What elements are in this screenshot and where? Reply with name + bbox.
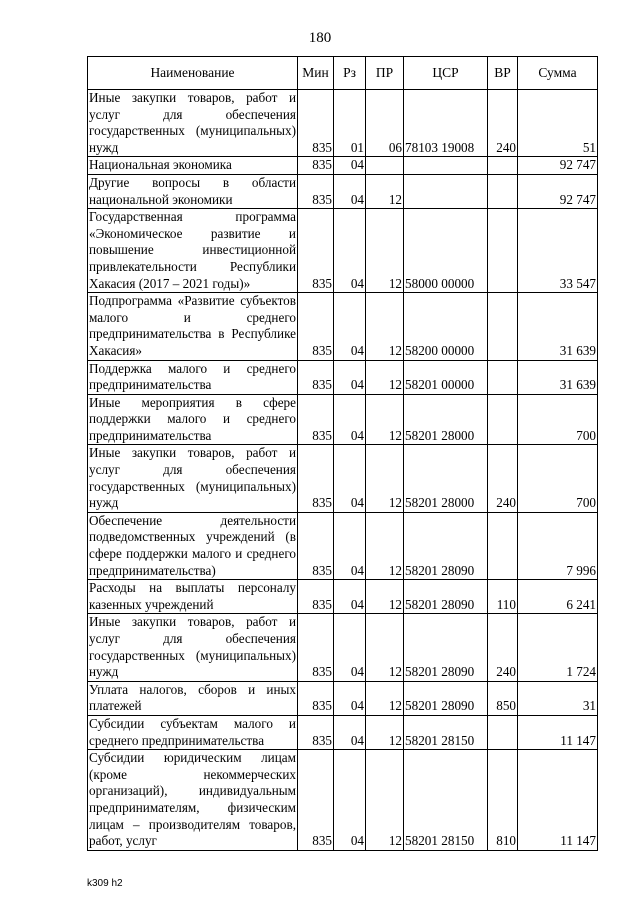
- row-name: Расходы на выплаты персоналу казенных учреждений: [88, 580, 298, 614]
- row-pr: [366, 157, 404, 175]
- row-sum: 31 639: [518, 293, 598, 360]
- row-name: Подпрограмма «Развитие субъектов малого и среднего предпринимательства в Республике Хакасия»: [88, 293, 298, 360]
- table-row: [88, 512, 598, 579]
- row-rz: 04: [334, 209, 366, 293]
- table-row: [88, 445, 598, 512]
- table-row: [88, 174, 598, 208]
- row-rz: 04: [334, 445, 366, 512]
- row-min: 835: [298, 360, 334, 394]
- row-sum: 1 724: [518, 614, 598, 681]
- row-min: 835: [298, 157, 334, 175]
- row-sum: 51: [518, 90, 598, 157]
- row-vr: 240: [488, 90, 518, 157]
- budget-table: [87, 56, 598, 851]
- table-header-row: [88, 57, 598, 90]
- row-sum: 31 639: [518, 360, 598, 394]
- table-row: [88, 614, 598, 681]
- row-name: Уплата налогов, сборов и иных платежей: [88, 681, 298, 715]
- row-pr: 12: [366, 209, 404, 293]
- row-rz: 04: [334, 681, 366, 715]
- row-vr: 240: [488, 614, 518, 681]
- row-csr: 58201 28150: [404, 750, 488, 851]
- table-row: [88, 394, 598, 445]
- row-vr: 110: [488, 580, 518, 614]
- table-row: [88, 360, 598, 394]
- row-sum: 92 747: [518, 174, 598, 208]
- row-vr: [488, 360, 518, 394]
- row-name: Субсидии юридическим лицам (кроме некоммерческих организаций), индивидуальным предпринимателям, физическим лицам – производителям товаров, работ, услуг: [88, 750, 298, 851]
- row-vr: 240: [488, 445, 518, 512]
- row-pr: 12: [366, 681, 404, 715]
- row-sum: 11 147: [518, 750, 598, 851]
- row-name: Иные мероприятия в сфере поддержки малого и среднего предпринимательства: [88, 394, 298, 445]
- row-name: Субсидии субъектам малого и среднего предпринимательства: [88, 715, 298, 749]
- row-min: 835: [298, 293, 334, 360]
- row-name: Иные закупки товаров, работ и услуг для обеспечения государственных (муниципальных) нужд: [88, 614, 298, 681]
- row-csr: 58201 28000: [404, 445, 488, 512]
- row-min: 835: [298, 750, 334, 851]
- row-csr: 58201 00000: [404, 360, 488, 394]
- row-sum: 700: [518, 394, 598, 445]
- row-pr: 12: [366, 445, 404, 512]
- page-number: 180: [308, 30, 332, 46]
- row-vr: 850: [488, 681, 518, 715]
- row-pr: 12: [366, 512, 404, 579]
- row-min: 835: [298, 209, 334, 293]
- row-pr: 12: [366, 394, 404, 445]
- row-min: 835: [298, 394, 334, 445]
- row-sum: 6 241: [518, 580, 598, 614]
- row-rz: 04: [334, 512, 366, 579]
- row-sum: 11 147: [518, 715, 598, 749]
- row-sum: 31: [518, 681, 598, 715]
- table-row: [88, 681, 598, 715]
- row-sum: 92 747: [518, 157, 598, 175]
- row-name: Национальная экономика: [88, 157, 298, 175]
- row-rz: 04: [334, 750, 366, 851]
- row-min: 835: [298, 445, 334, 512]
- row-vr: [488, 157, 518, 175]
- row-csr: 58201 28090: [404, 580, 488, 614]
- row-vr: 810: [488, 750, 518, 851]
- row-rz: 04: [334, 174, 366, 208]
- row-pr: 12: [366, 614, 404, 681]
- row-vr: [488, 209, 518, 293]
- row-sum: 700: [518, 445, 598, 512]
- table-body: [88, 90, 598, 851]
- row-pr: 12: [366, 580, 404, 614]
- row-rz: 01: [334, 90, 366, 157]
- row-vr: [488, 394, 518, 445]
- footer-code: k309 h2: [87, 878, 123, 889]
- row-vr: [488, 293, 518, 360]
- table-row: [88, 580, 598, 614]
- row-name: Иные закупки товаров, работ и услуг для обеспечения государственных (муниципальных) нужд: [88, 90, 298, 157]
- row-rz: 04: [334, 715, 366, 749]
- row-min: 835: [298, 614, 334, 681]
- header-rz: Рз: [334, 57, 366, 90]
- table-row: [88, 715, 598, 749]
- row-vr: [488, 512, 518, 579]
- row-csr: 58201 28090: [404, 614, 488, 681]
- row-min: 835: [298, 580, 334, 614]
- table-row: [88, 293, 598, 360]
- row-min: 835: [298, 715, 334, 749]
- header-name: Наименование: [88, 57, 298, 90]
- row-csr: 58201 28090: [404, 512, 488, 579]
- row-vr: [488, 174, 518, 208]
- row-csr: [404, 174, 488, 208]
- row-min: 835: [298, 174, 334, 208]
- table-row: [88, 750, 598, 851]
- row-pr: 06: [366, 90, 404, 157]
- row-rz: 04: [334, 293, 366, 360]
- row-pr: 12: [366, 750, 404, 851]
- row-min: 835: [298, 681, 334, 715]
- row-pr: 12: [366, 174, 404, 208]
- row-csr: 58201 28000: [404, 394, 488, 445]
- row-min: 835: [298, 512, 334, 579]
- row-csr: 78103 19008: [404, 90, 488, 157]
- row-pr: 12: [366, 293, 404, 360]
- row-rz: 04: [334, 614, 366, 681]
- header-min: Мин: [298, 57, 334, 90]
- row-name: Государственная программа «Экономическое развитие и повышение инвестиционной привлекательности Республики Хакасия (2017 – 2021 годы)»: [88, 209, 298, 293]
- header-sum: Сумма: [518, 57, 598, 90]
- row-name: Другие вопросы в области национальной экономики: [88, 174, 298, 208]
- table-row: [88, 209, 598, 293]
- row-csr: 58200 00000: [404, 293, 488, 360]
- row-name: Иные закупки товаров, работ и услуг для обеспечения государственных (муниципальных) нужд: [88, 445, 298, 512]
- row-min: 835: [298, 90, 334, 157]
- table-row: [88, 90, 598, 157]
- row-sum: 7 996: [518, 512, 598, 579]
- table-row: [88, 157, 598, 175]
- row-csr: 58000 00000: [404, 209, 488, 293]
- header-pr: ПР: [366, 57, 404, 90]
- row-csr: 58201 28150: [404, 715, 488, 749]
- row-pr: 12: [366, 360, 404, 394]
- row-rz: 04: [334, 360, 366, 394]
- row-rz: 04: [334, 394, 366, 445]
- row-pr: 12: [366, 715, 404, 749]
- row-sum: 33 547: [518, 209, 598, 293]
- row-rz: 04: [334, 580, 366, 614]
- row-rz: 04: [334, 157, 366, 175]
- header-vr: ВР: [488, 57, 518, 90]
- row-name: Обеспечение деятельности подведомственных учреждений (в сфере поддержки малого и среднего предпринимательства): [88, 512, 298, 579]
- row-name: Поддержка малого и среднего предпринимательства: [88, 360, 298, 394]
- header-csr: ЦСР: [404, 57, 488, 90]
- row-vr: [488, 715, 518, 749]
- row-csr: [404, 157, 488, 175]
- row-csr: 58201 28090: [404, 681, 488, 715]
